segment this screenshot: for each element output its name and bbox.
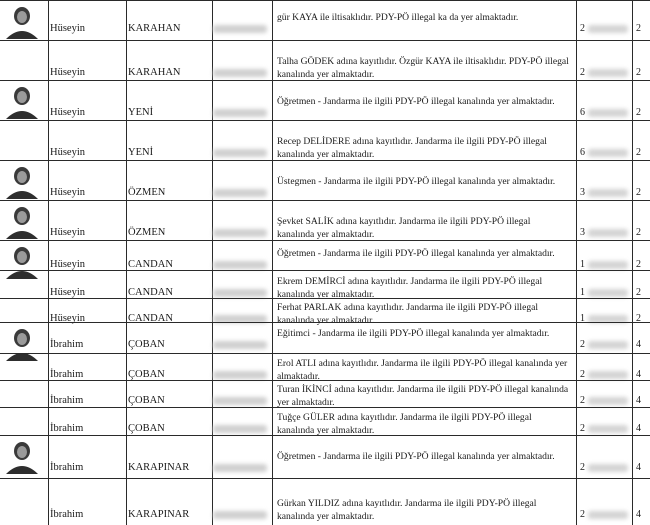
table-row [0,478,650,525]
column-divider [632,354,633,380]
first-name-cell: Hüseyin [50,23,85,34]
description-cell: Turan İKİNCİ adına kayıtlıdır. Jandarma ile ilgili PDY-PÖ illegal kanalında yer almaktadır. [277,384,569,408]
column-divider [272,241,273,270]
count-cell-a: 1 [580,313,585,324]
count-cell-b: 2 [636,187,641,198]
column-divider [576,121,577,160]
redacted-field [588,371,628,379]
column-divider [126,161,127,200]
redacted-field [213,25,267,33]
column-divider [632,408,633,435]
redacted-field [213,229,267,237]
count-cell-b: 2 [636,313,641,324]
redacted-field [588,425,628,433]
column-divider [272,41,273,80]
redacted-field [213,397,267,405]
last-name-cell: ÇOBAN [128,339,165,350]
count-cell-b: 2 [636,147,641,158]
first-name-cell: İbrahim [50,509,84,520]
count-cell-a: 1 [580,287,585,298]
last-name-cell: ÇOBAN [128,369,165,380]
column-divider [48,41,49,80]
table-row [0,40,650,80]
first-name-cell: Hüseyin [50,227,85,238]
count-cell-a: 2 [580,369,585,380]
redacted-field [213,464,267,472]
first-name-cell: Hüseyin [50,313,85,324]
redacted-field [588,109,628,117]
count-cell-b: 4 [636,509,641,520]
column-divider [632,201,633,240]
count-cell-b: 2 [636,67,641,78]
count-cell-a: 1 [580,259,585,270]
column-divider [272,161,273,200]
column-divider [272,381,273,407]
count-cell-b: 4 [636,462,641,473]
redacted-field [588,464,628,472]
redacted-field [588,149,628,157]
column-divider [48,354,49,380]
count-cell-b: 4 [636,395,641,406]
redacted-field [588,189,628,197]
last-name-cell: KARAHAN [128,23,181,34]
redacted-field [588,289,628,297]
first-name-cell: Hüseyin [50,287,85,298]
count-cell-a: 2 [580,23,585,34]
column-divider [632,299,633,322]
description-cell: Recep DELİDERE adına kayıtlıdır. Jandarma ile ilgili PDY-PÖ illegal kanalında yer almaktadır. [277,136,547,160]
column-divider [576,408,577,435]
column-divider [632,323,633,353]
table-row [0,322,650,353]
column-divider [126,436,127,478]
column-divider [272,408,273,435]
table-row [0,0,650,40]
table-row [0,353,650,380]
first-name-cell: İbrahim [50,462,84,473]
first-name-cell: İbrahim [50,369,84,380]
column-divider [126,81,127,120]
person-photo [2,83,42,124]
count-cell-b: 2 [636,287,641,298]
column-divider [632,1,633,40]
column-divider [576,479,577,525]
column-divider [48,241,49,270]
person-photo [2,438,42,479]
table-row [0,270,650,298]
count-cell-a: 6 [580,107,585,118]
count-cell-b: 2 [636,107,641,118]
count-cell-b: 4 [636,369,641,380]
last-name-cell: ÖZMEN [128,187,166,198]
description-cell: Talha GÖDEK adına kayıtlıdır. Özgür KAYA ile iltisaklıdır. PDY-PÖ illegal kanalında yer almaktadır. [277,56,569,80]
count-cell-b: 2 [636,227,641,238]
column-divider [48,161,49,200]
table-row [0,407,650,435]
description-cell: Öğretmen - Jandarma ile ilgili PDY-PÖ illegal kanalında yer almaktadır. [277,451,555,462]
last-name-cell: CANDAN [128,287,173,298]
column-divider [576,161,577,200]
column-divider [576,41,577,80]
column-divider [576,436,577,478]
redacted-field [213,109,267,117]
count-cell-a: 2 [580,67,585,78]
column-divider [48,299,49,322]
column-divider [48,436,49,478]
column-divider [272,121,273,160]
redacted-field [213,261,267,269]
count-cell-b: 4 [636,423,641,434]
redacted-field [213,189,267,197]
column-divider [48,271,49,298]
column-divider [126,121,127,160]
description-cell: Öğretmen - Jandarma ile ilgili PDY-PÖ illegal kanalında yer almaktadır. [277,96,555,107]
column-divider [632,479,633,525]
column-divider [632,41,633,80]
column-divider [48,121,49,160]
column-divider [126,323,127,353]
column-divider [48,408,49,435]
column-divider [272,323,273,353]
column-divider [126,41,127,80]
count-cell-b: 2 [636,23,641,34]
column-divider [272,201,273,240]
first-name-cell: Hüseyin [50,67,85,78]
column-divider [48,479,49,525]
column-divider [632,161,633,200]
column-divider [212,323,213,353]
column-divider [272,299,273,322]
count-cell-b: 2 [636,259,641,270]
column-divider [212,1,213,40]
count-cell-b: 4 [636,339,641,350]
first-name-cell: İbrahim [50,395,84,406]
last-name-cell: CANDAN [128,313,173,324]
redacted-field [588,341,628,349]
column-divider [212,436,213,478]
description-cell: Ekrem DEMİRCİ adına kayıtlıdır. Jandarma ile ilgili PDY-PÖ illegal kanalında yer almaktadır. [277,276,543,300]
column-divider [576,381,577,407]
first-name-cell: İbrahim [50,423,84,434]
count-cell-a: 2 [580,423,585,434]
table-row [0,200,650,240]
column-divider [632,121,633,160]
description-cell: Şevket SALİK adına kayıtlıdır. Jandarma ile ilgili PDY-PÖ illegal kanalında yer almaktadır. [277,216,531,240]
redacted-field [588,511,628,519]
last-name-cell: ÖZMEN [128,227,166,238]
redacted-field [213,69,267,77]
column-divider [126,241,127,270]
redacted-field [588,69,628,77]
redacted-field [588,229,628,237]
table-row [0,120,650,160]
column-divider [212,479,213,525]
person-photo [2,203,42,244]
column-divider [576,1,577,40]
redacted-field [588,261,628,269]
description-cell: gür KAYA ile iltisaklıdır. PDY-PÖ illegal ka da yer almaktadır. [277,12,519,23]
column-divider [576,271,577,298]
description-cell: Ferhat PARLAK adına kayıtlıdır. Jandarma ile ilgili PDY-PÖ illegal kanalında yer almaktadır. [277,302,539,326]
last-name-cell: KARAPINAR [128,462,190,473]
column-divider [48,323,49,353]
description-cell: Üstegmen - Jandarma ile ilgili PDY-PÖ illegal kanalında yer almaktadır. [277,176,556,187]
table-row [0,298,650,326]
column-divider [48,381,49,407]
redacted-field [213,341,267,349]
last-name-cell: KARAPINAR [128,509,190,520]
person-photo [2,3,42,44]
column-divider [632,271,633,298]
first-name-cell: Hüseyin [50,187,85,198]
count-cell-a: 2 [580,395,585,406]
column-divider [632,241,633,270]
last-name-cell: KARAHAN [128,67,181,78]
count-cell-a: 2 [580,462,585,473]
column-divider [576,201,577,240]
column-divider [632,381,633,407]
column-divider [126,381,127,407]
redacted-field [588,25,628,33]
last-name-cell: CANDAN [128,259,173,270]
first-name-cell: Hüseyin [50,107,85,118]
column-divider [272,81,273,120]
column-divider [126,479,127,525]
table-row [0,240,650,270]
column-divider [576,299,577,322]
count-cell-a: 2 [580,339,585,350]
description-cell: Gürkan YILDIZ adına kayıtlıdır. Jandarma ile ilgili PDY-PÖ illegal kanalında yer almaktadır. [277,498,537,522]
column-divider [576,323,577,353]
count-cell-a: 3 [580,187,585,198]
redacted-field [213,149,267,157]
column-divider [632,436,633,478]
column-divider [272,271,273,298]
column-divider [126,354,127,380]
column-divider [126,271,127,298]
count-cell-a: 3 [580,227,585,238]
column-divider [272,436,273,478]
column-divider [48,201,49,240]
column-divider [632,81,633,120]
first-name-cell: Hüseyin [50,259,85,270]
column-divider [48,81,49,120]
redacted-field [213,425,267,433]
last-name-cell: ÇOBAN [128,423,165,434]
description-cell: Erol ATLI adına kayıtlıdır. Jandarma ile ilgili PDY-PÖ illegal kanalında yer almaktadır. [277,358,568,382]
redacted-field [213,371,267,379]
column-divider [48,1,49,40]
person-photo [2,163,42,204]
description-cell: Tuğçe GÜLER adına kayıtlıdır. Jandarma ile ilgili PDY-PÖ illegal kanalında yer almaktadır. [277,412,532,436]
last-name-cell: ÇOBAN [128,395,165,406]
first-name-cell: Hüseyin [50,147,85,158]
last-name-cell: YENİ [128,147,154,158]
table-row [0,160,650,200]
table-row [0,380,650,407]
description-cell: Eğitimci - Jandarma ile ilgili PDY-PÖ illegal kanalında yer almaktadır. [277,328,550,339]
column-divider [126,408,127,435]
column-divider [126,201,127,240]
column-divider [576,354,577,380]
column-divider [126,299,127,322]
count-cell-a: 6 [580,147,585,158]
table-row [0,80,650,120]
redacted-field [213,289,267,297]
table-row [0,435,650,478]
last-name-cell: YENİ [128,107,154,118]
column-divider [272,1,273,40]
column-divider [126,1,127,40]
first-name-cell: İbrahim [50,339,84,350]
column-divider [576,241,577,270]
description-cell: Öğretmen - Jandarma ile ilgili PDY-PÖ illegal kanalında yer almaktadır. [277,248,555,259]
column-divider [576,81,577,120]
redacted-field [588,397,628,405]
redacted-field [213,511,267,519]
count-cell-a: 2 [580,509,585,520]
column-divider [272,354,273,380]
column-divider [272,479,273,525]
